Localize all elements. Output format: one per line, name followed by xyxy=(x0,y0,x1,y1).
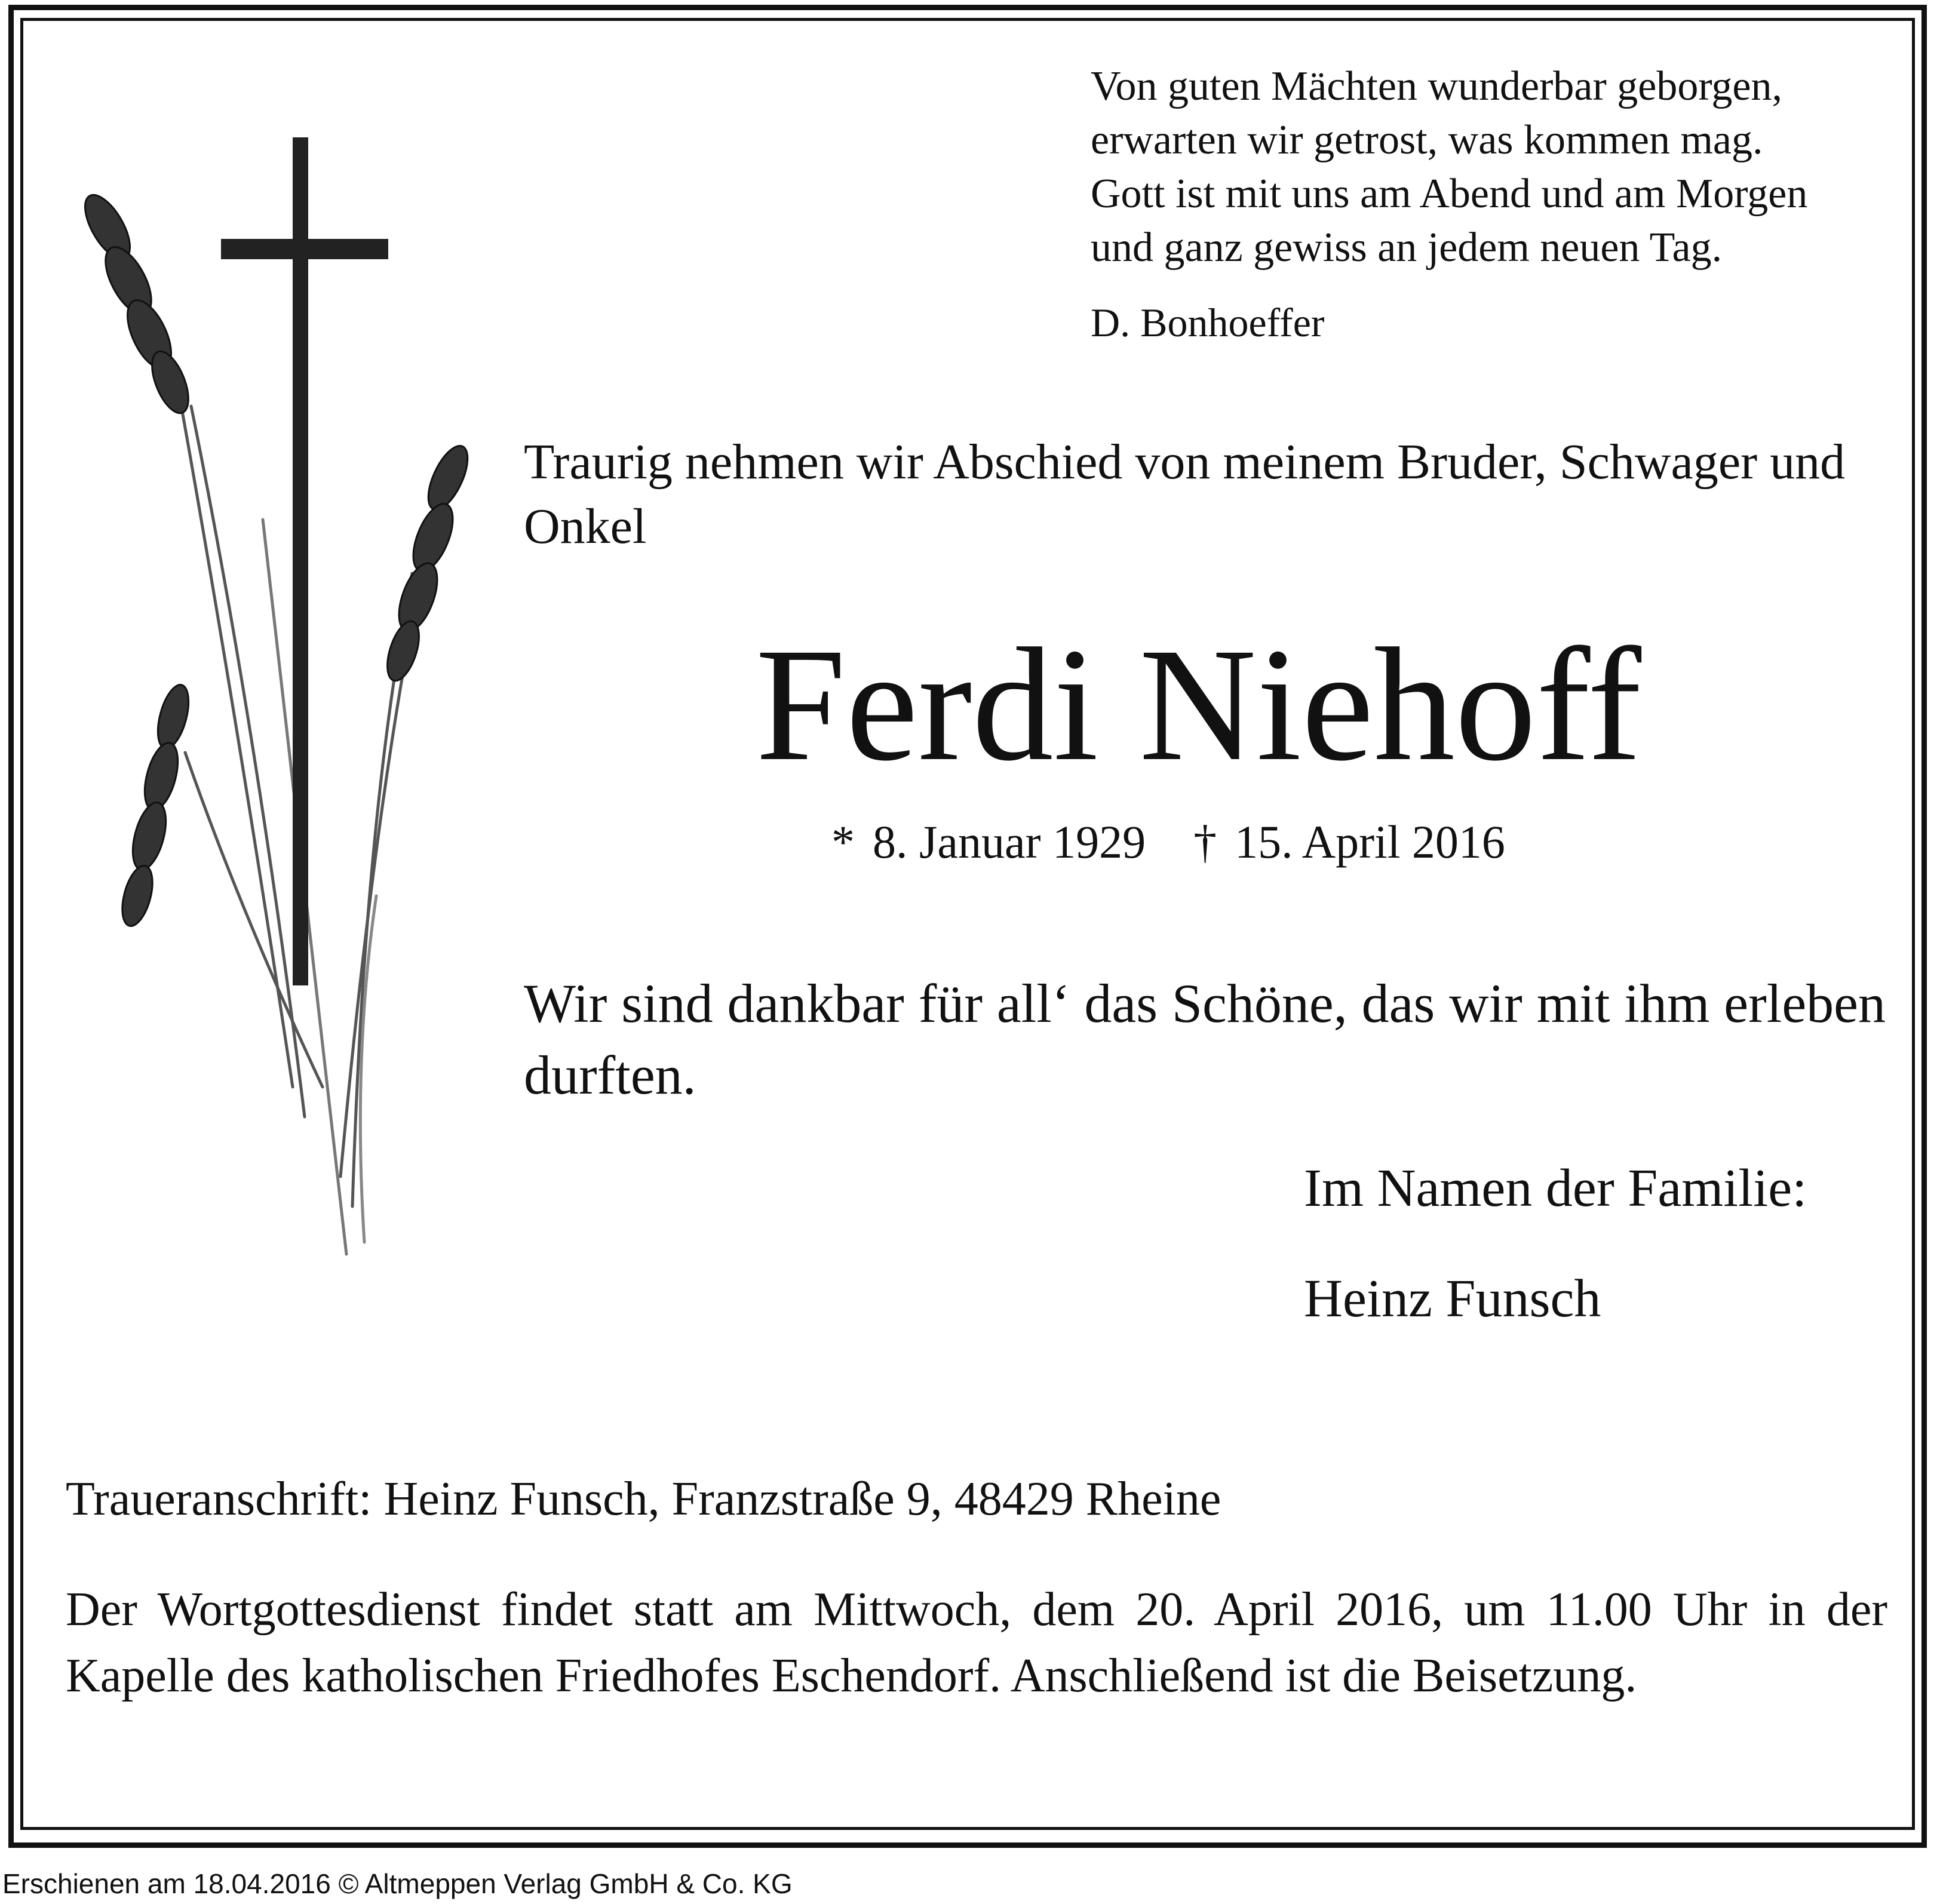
deceased-name: Ferdi Niehoff xyxy=(756,615,1642,794)
death-date: 15. April 2016 xyxy=(1235,816,1505,868)
publication-footer: Erschienen am 18.04.2016 © Altmeppen Verlag GmbH & Co. KG xyxy=(2,1868,793,1899)
cross-with-wheat-icon xyxy=(42,131,496,1266)
quote-author: D. Bonhoeffer xyxy=(1091,300,1325,345)
intro-text: Traurig nehmen wir Abschied von meinem Bruder, Schwager und Onkel xyxy=(524,434,1846,554)
quote-line: erwarten wir getrost, was kommen mag. xyxy=(1091,117,1763,163)
family-signature: Heinz Funsch xyxy=(1304,1269,1601,1328)
family-label: Im Namen der Familie: xyxy=(1304,1159,1807,1218)
quote xyxy=(1091,60,1807,275)
mourning-address: Traueranschrift: Heinz Funsch, Franzstraße 9, 48429 Rheine xyxy=(66,1473,1221,1525)
quote-line: Von guten Mächten wunderbar geborgen, xyxy=(1091,63,1782,109)
birth-symbol: * xyxy=(831,816,855,868)
service-info: Der Wortgottesdienst findet statt am Mittwoch, dem 20. April 2016, um 11.00 Uhr in der Kapelle des katholischen Friedhofes Eschendorf. Anschließend ist die Beisetzung. xyxy=(66,1583,1887,1702)
life-dates xyxy=(831,812,1505,872)
quote-line: Gott ist mit uns am Abend und am Morgen xyxy=(1091,171,1808,217)
birth-date: 8. Januar 1929 xyxy=(873,816,1146,868)
thanks-text: Wir sind dankbar für all‘ das Schöne, das wir mit ihm erleben durften. xyxy=(524,973,1886,1105)
death-symbol: † xyxy=(1193,816,1217,868)
quote-line: und ganz gewiss an jedem neuen Tag. xyxy=(1091,225,1723,271)
